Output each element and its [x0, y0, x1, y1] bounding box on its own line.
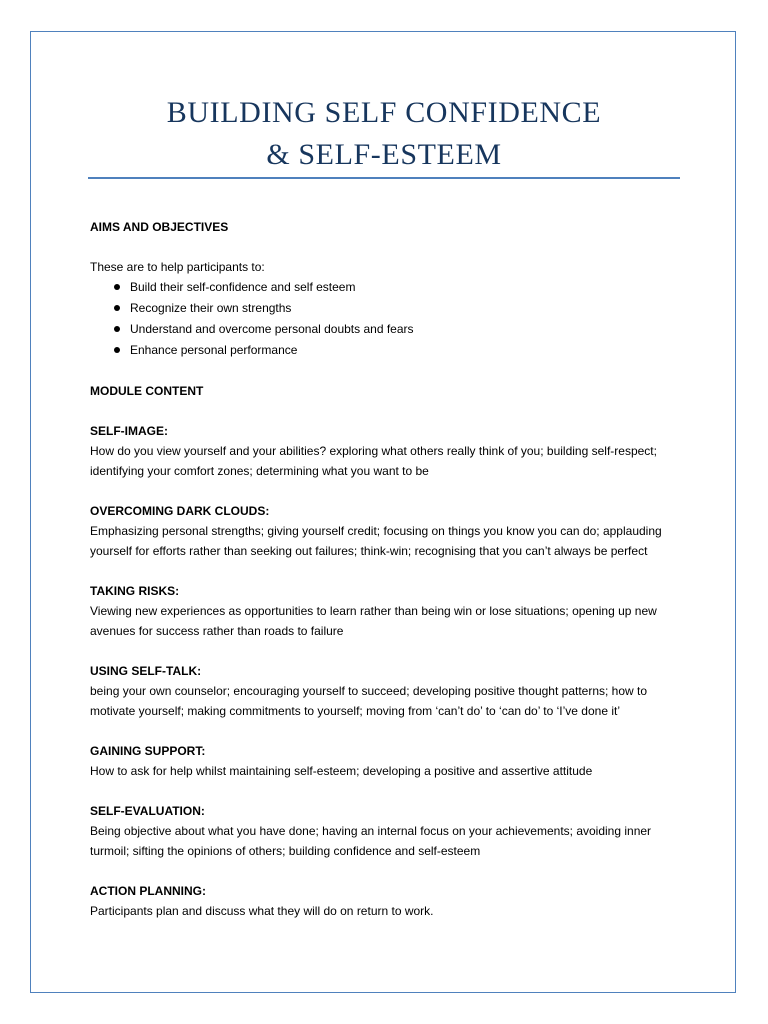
aims-item-text: Recognize their own strengths	[130, 301, 292, 315]
list-item	[112, 340, 672, 361]
section-heading-gaining-support: GAINING SUPPORT:	[90, 744, 206, 758]
spacer	[90, 481, 672, 501]
list-item	[112, 298, 672, 319]
section-body-taking-risks: Viewing new experiences as opportunities to learn rather than being win or lose situations; opening up new avenues for success rather than roads to failure	[90, 604, 657, 638]
aims-list	[90, 277, 672, 361]
spacer	[90, 641, 672, 661]
aims-item-text: Enhance personal performance	[130, 343, 298, 357]
spacer	[90, 361, 672, 381]
aims-heading: AIMS AND OBJECTIVES	[90, 220, 229, 234]
section-heading-self-image: SELF-IMAGE:	[90, 424, 168, 438]
bullet-icon	[114, 347, 120, 353]
aims-item-text: Build their self-confidence and self esteem	[130, 280, 356, 294]
bullet-icon	[114, 305, 120, 311]
list-item	[112, 277, 672, 298]
spacer	[90, 237, 672, 257]
section-body-action-planning: Participants plan and discuss what they will do on return to work.	[90, 904, 434, 918]
aims-item-text: Understand and overcome personal doubts and fears	[130, 322, 414, 336]
section-body-gaining-support: How to ask for help whilst maintaining self-esteem; developing a positive and assertive attitude	[90, 764, 593, 778]
section-heading-dark-clouds: OVERCOMING DARK CLOUDS:	[90, 504, 270, 518]
section-heading-taking-risks: TAKING RISKS:	[90, 584, 180, 598]
bullet-icon	[114, 284, 120, 290]
document-title	[88, 92, 680, 176]
spacer	[90, 781, 672, 801]
spacer	[90, 861, 672, 881]
bullet-icon	[114, 326, 120, 332]
title-divider	[88, 177, 680, 179]
spacer	[90, 721, 672, 741]
spacer	[90, 561, 672, 581]
document-body	[90, 217, 672, 921]
section-body-self-image: How do you view yourself and your abilities? exploring what others really think of you; building self-respect; identifying your comfort zones; determining what you want to be	[90, 444, 657, 478]
section-body-dark-clouds: Emphasizing personal strengths; giving yourself credit; focusing on things you know you can do; applauding yourself for efforts rather than seeking out failures; think-win; recognising that you can’t always be perfect	[90, 524, 662, 558]
module-content-heading: MODULE CONTENT	[90, 384, 204, 398]
section-heading-self-talk: USING SELF-TALK:	[90, 664, 202, 678]
section-heading-action-planning: ACTION PLANNING:	[90, 884, 206, 898]
title-line-2: & SELF-ESTEEM	[266, 138, 502, 171]
section-body-self-talk: being your own counselor; encouraging yourself to succeed; developing positive thought patterns; how to motivate yourself; making commitments to yourself; moving from ‘can’t do’ to ‘can do’ to ‘I’ve done it’	[90, 684, 648, 718]
spacer	[90, 401, 672, 421]
section-body-self-evaluation: Being objective about what you have done; having an internal focus on your achievements; avoiding inner turmoil; sifting the opinions of others; building confidence and self-esteem	[90, 824, 652, 858]
section-heading-self-evaluation: SELF-EVALUATION:	[90, 804, 205, 818]
list-item	[112, 319, 672, 340]
aims-intro: These are to help participants to:	[90, 260, 265, 274]
title-line-1: BUILDING SELF CONFIDENCE	[166, 96, 602, 129]
